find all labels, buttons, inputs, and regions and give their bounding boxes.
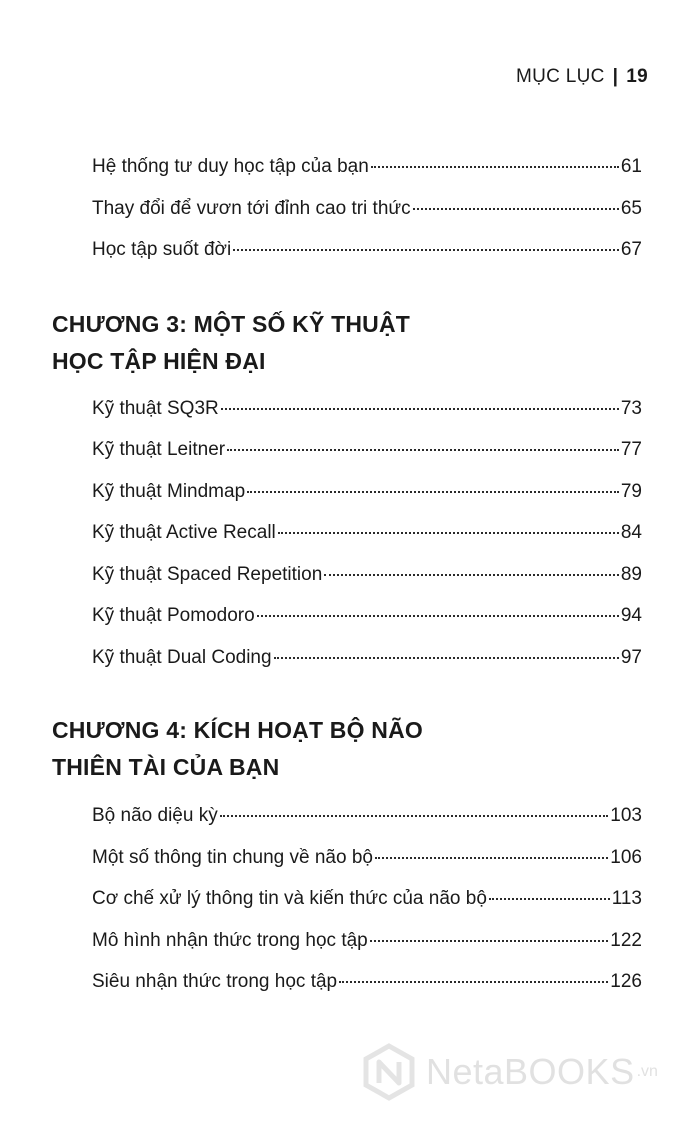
toc-entry[interactable]	[92, 438, 642, 462]
dot-leader	[233, 249, 619, 251]
toc-entry[interactable]	[92, 197, 642, 221]
entry-title: Kỹ thuật Pomodoro	[92, 605, 255, 626]
entry-page: 113	[611, 888, 642, 909]
dot-leader	[339, 981, 608, 983]
entry-page: 97	[620, 647, 642, 668]
dot-leader	[375, 857, 608, 859]
toc-entry[interactable]	[92, 397, 642, 421]
toc-entry[interactable]	[92, 563, 642, 587]
dot-leader	[247, 491, 619, 493]
entry-page: 65	[620, 198, 642, 219]
running-header	[516, 66, 648, 88]
entry-title: Hệ thống tư duy học tập của bạn	[92, 156, 369, 177]
dot-leader	[257, 615, 619, 617]
entry-page: 67	[620, 239, 642, 260]
toc-entry[interactable]	[92, 929, 642, 953]
header-separator: |	[612, 66, 619, 87]
watermark-text: NetaBOOKS	[426, 1051, 635, 1092]
entry-title: Kỹ thuật Mindmap	[92, 481, 246, 502]
entry-page: 84	[620, 522, 642, 543]
entry-title: Kỹ thuật Leitner	[92, 439, 226, 460]
entry-title: Kỹ thuật Spaced Repetition	[92, 564, 323, 585]
dot-leader	[413, 208, 619, 210]
entry-title: Mô hình nhận thức trong học tập	[92, 930, 368, 951]
netabooks-logo-icon	[360, 1043, 418, 1101]
toc-entry[interactable]	[92, 846, 642, 870]
entry-page: 103	[610, 805, 642, 826]
dot-leader	[221, 408, 619, 410]
chapter-heading-line: CHƯƠNG 4: KÍCH HOẠT BỘ NÃO	[52, 717, 424, 743]
dot-leader	[371, 166, 619, 168]
entry-page: 122	[610, 930, 642, 951]
toc-entry[interactable]	[92, 155, 642, 179]
entry-page: 77	[620, 439, 642, 460]
entry-title: Bộ não diệu kỳ	[92, 805, 218, 826]
toc-entry[interactable]	[92, 480, 642, 504]
entry-title: Cơ chế xử lý thông tin và kiến thức của não bộ	[92, 888, 487, 909]
section-title: MỤC LỤC	[515, 66, 605, 87]
entry-page: 89	[620, 564, 642, 585]
entry-title: Siêu nhận thức trong học tập	[92, 971, 338, 992]
chapter-heading-line: CHƯƠNG 3: MỘT SỐ KỸ THUẬT	[52, 311, 411, 337]
entry-title: Một số thông tin chung về não bộ	[92, 847, 373, 868]
page-number: 19	[626, 66, 648, 87]
toc-entry[interactable]	[92, 521, 642, 545]
toc-entry[interactable]	[92, 604, 642, 628]
entry-title: Kỹ thuật Dual Coding	[92, 647, 272, 668]
dot-leader	[274, 657, 619, 659]
dot-leader	[370, 940, 609, 942]
entry-page: 94	[620, 605, 642, 626]
entry-title: Kỹ thuật SQ3R	[92, 398, 219, 419]
toc-entry[interactable]	[92, 238, 642, 262]
entry-title: Học tập suốt đời	[92, 239, 232, 260]
dot-leader	[227, 449, 619, 451]
entry-page: 61	[620, 156, 642, 177]
entry-title: Kỹ thuật Active Recall	[92, 522, 276, 543]
dot-leader	[278, 532, 619, 534]
dot-leader	[220, 815, 609, 817]
watermark-suffix: .vn	[636, 1063, 658, 1080]
chapter-4-heading[interactable]	[52, 712, 423, 786]
entry-page: 126	[610, 971, 642, 992]
dot-leader	[324, 574, 619, 576]
watermark	[360, 1043, 658, 1101]
chapter-3-heading[interactable]	[52, 306, 410, 380]
chapter-heading-line: HỌC TẬP HIỆN ĐẠI	[52, 348, 266, 374]
toc-entry[interactable]	[92, 887, 642, 911]
entry-page: 73	[620, 398, 642, 419]
toc-entry[interactable]	[92, 970, 642, 994]
dot-leader	[489, 898, 610, 900]
toc-entry[interactable]	[92, 646, 642, 670]
entry-page: 79	[620, 481, 642, 502]
entry-title: Thay đổi để vươn tới đỉnh cao tri thức	[92, 198, 411, 219]
chapter-heading-line: THIÊN TÀI CỦA BẠN	[52, 754, 280, 780]
entry-page: 106	[610, 847, 642, 868]
toc-entry[interactable]	[92, 804, 642, 828]
